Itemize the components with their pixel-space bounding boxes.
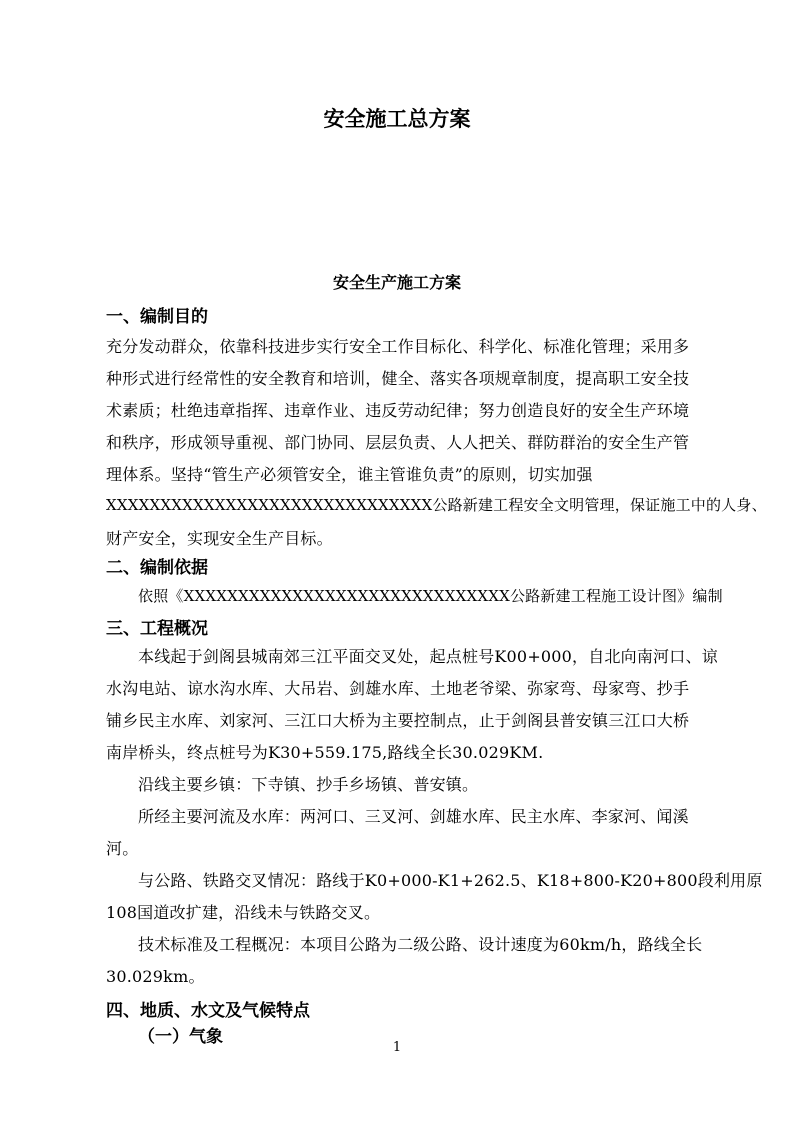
section-4-heading: 四、地质、水文及气候特点 [106,1001,310,1021]
paragraph-line: 充分发动群众，依靠科技进步实行安全工作目标化、科学化、标准化管理；采用多 [106,337,690,356]
paragraph-line: XXXXXXXXXXXXXXXXXXXXXXXXXXXXXX公路新建工程安全文明管理，保证施工中的人身、 [106,496,767,514]
paragraph-line: 沿线主要乡镇：下寺镇、抄手乡场镇、普安镇。 [138,775,479,794]
paragraph-line: 财产安全，实现安全生产目标。 [106,529,333,548]
paragraph-line: 依照《XXXXXXXXXXXXXXXXXXXXXXXXXXXXXX公路新建工程施工设计图》编制 [138,587,723,605]
paragraph-line: 铺乡民主水库、刘家河、三江口大桥为主要控制点，止于剑阁县普安镇三江口大桥 [106,711,690,730]
page-number: 1 [392,1040,402,1055]
paragraph-line: 术素质；杜绝违章指挥、违章作业、违反劳动纪律；努力创造良好的安全生产环境 [106,401,690,420]
paragraph-line: 理体系。坚持“管生产必须管安全，谁主管谁负责”的原则，切实加强 [106,465,593,484]
section-1-heading: 一、编制目的 [106,307,208,327]
section-4-subheading: （一）气象 [138,1027,223,1047]
paragraph-line: 种形式进行经常性的安全教育和培训，健全、落实各项规章制度，提高职工安全技 [106,369,690,388]
paragraph-line: 和秩序，形成领导重视、部门协同、层层负责、人人把关、群防群治的安全生产管 [106,433,690,452]
paragraph-line: 河。 [106,839,139,858]
document-title: 安全施工总方案 [323,106,471,131]
section-2-heading: 二、编制依据 [106,558,208,578]
paragraph-line: 本线起于剑阁县城南郊三江平面交叉处，起点桩号K00+000，自北向南河口、谅 [138,647,718,666]
paragraph-line: 技术标准及工程概况：本项目公路为二级公路、设计速度为60km/h，路线全长 [138,935,703,954]
paragraph-line: 南岸桥头，终点桩号为K30+559.175,路线全长30.029KM. [106,743,544,762]
paragraph-line: 所经主要河流及水库：两河口、三叉河、剑雄水库、民主水库、李家河、闻溪 [138,807,689,826]
paragraph-line: 与公路、铁路交叉情况：路线于K0+000-K1+262.5、K18+800-K20+800段利用原 [138,871,763,890]
section-3-heading: 三、工程概况 [106,619,208,639]
paragraph-line: 30.029km。 [106,967,205,986]
plan-title: 安全生产施工方案 [332,273,461,292]
paragraph-line: 108国道改扩建，沿线未与铁路交叉。 [106,903,381,922]
paragraph-line: 水沟电站、谅水沟水库、大吊岩、剑雄水库、土地老爷梁、弥家弯、母家弯、抄手 [106,679,690,698]
